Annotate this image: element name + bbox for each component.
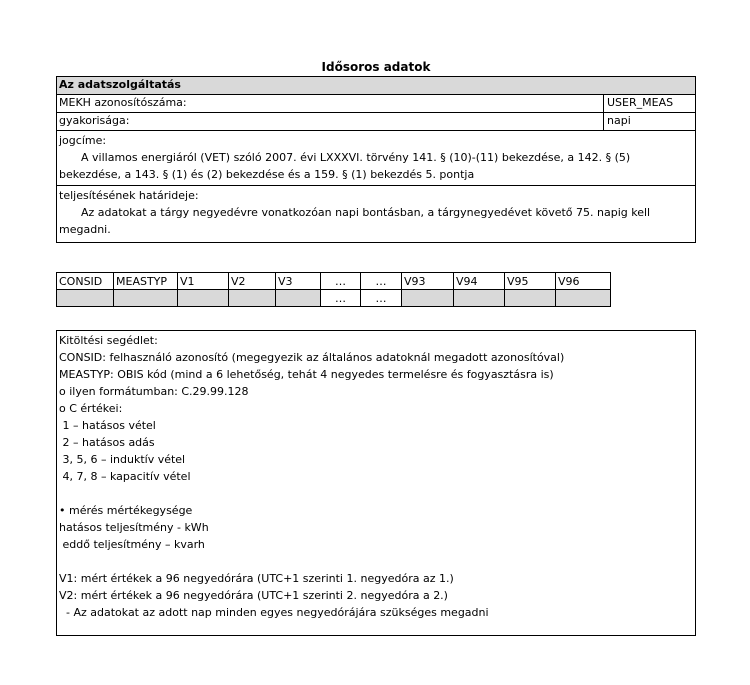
- empty-cell: …: [361, 290, 402, 307]
- page-title: Idősoros adatok: [321, 60, 431, 74]
- info-row-frequency: [57, 113, 695, 131]
- columns-empty-row: [57, 290, 611, 307]
- help-title: Kitöltési segédlet:: [59, 334, 158, 347]
- empty-cell: [505, 290, 556, 307]
- help-line: o ilyen formátumban: C.29.99.128: [59, 385, 249, 398]
- columns-table: [56, 272, 611, 307]
- help-line: V2: mért értékek a 96 negyedórára (UTC+1 szerinti 2. negyedóra a 2.): [59, 589, 448, 602]
- column-header: V1: [178, 273, 229, 290]
- help-box: [56, 330, 696, 636]
- empty-cell: [229, 290, 276, 307]
- info-legal-basis: [57, 131, 695, 186]
- empty-cell: …: [321, 290, 361, 307]
- help-line: CONSID: felhasználó azonosító (megegyezik az általános adatoknál megadott azonosítóval): [59, 351, 565, 364]
- deadline-label: teljesítésének határideje:: [59, 189, 199, 202]
- column-header: V93: [402, 273, 454, 290]
- help-line: 4, 7, 8 – kapacitív vétel: [59, 470, 191, 483]
- help-spacer: [59, 553, 693, 570]
- column-header: CONSID: [57, 273, 114, 290]
- help-line: eddő teljesítmény – kvarh: [59, 538, 205, 551]
- info-row-label: gyakorisága:: [57, 113, 604, 130]
- empty-cell: [57, 290, 114, 307]
- info-section-header: Az adatszolgáltatás: [57, 77, 695, 95]
- info-row-mekh-id: [57, 95, 695, 113]
- column-header: V2: [229, 273, 276, 290]
- empty-cell: [454, 290, 505, 307]
- empty-cell: [114, 290, 178, 307]
- empty-cell: [178, 290, 229, 307]
- help-line: 1 – hatásos vétel: [59, 419, 156, 432]
- info-row-value: USER_MEAS: [607, 96, 674, 109]
- help-line: V1: mért értékek a 96 negyedórára (UTC+1 szerinti 1. negyedóra az 1.): [59, 572, 454, 585]
- info-row-label: MEKH azonosítószáma:: [57, 95, 604, 112]
- column-header: …: [321, 273, 361, 290]
- help-line: hatásos teljesítmény - kWh: [59, 521, 209, 534]
- legal-basis-text: A villamos energiáról (VET) szóló 2007. évi LXXXVI. törvény 141. § (10)-(11) bekezdése, a 142. § (5) bekezdése, a 143. § (1) és (2) bekezdése és a 159. § (1) bekezdés 5. pontja: [59, 151, 631, 181]
- help-line: o C értékei:: [59, 402, 123, 415]
- info-table: [56, 76, 696, 243]
- column-header: V94: [454, 273, 505, 290]
- column-header: V95: [505, 273, 556, 290]
- empty-cell: [556, 290, 611, 307]
- help-line: - Az adatokat az adott nap minden egyes negyedórájára szükséges megadni: [59, 606, 489, 619]
- info-row-value: napi: [607, 114, 631, 127]
- help-line: 2 – hatásos adás: [59, 436, 155, 449]
- help-line: • mérés mértékegysége: [59, 504, 193, 517]
- deadline-text: Az adatokat a tárgy negyedévre vonatkozóan napi bontásban, a tárgynegyedévet követő 75. napig kell megadni.: [59, 206, 651, 236]
- column-header: V96: [556, 273, 611, 290]
- column-header: …: [361, 273, 402, 290]
- empty-cell: [402, 290, 454, 307]
- help-line: 3, 5, 6 – induktív vétel: [59, 453, 186, 466]
- empty-cell: [276, 290, 321, 307]
- info-deadline: [57, 186, 695, 242]
- columns-header-row: [57, 273, 611, 290]
- column-header: V3: [276, 273, 321, 290]
- column-header: MEASTYP: [114, 273, 178, 290]
- help-line: MEASTYP: OBIS kód (mind a 6 lehetőség, tehát 4 negyedes termelésre és fogyasztásra is): [59, 368, 554, 381]
- help-spacer: [59, 485, 693, 502]
- legal-basis-label: jogcíme:: [59, 134, 107, 147]
